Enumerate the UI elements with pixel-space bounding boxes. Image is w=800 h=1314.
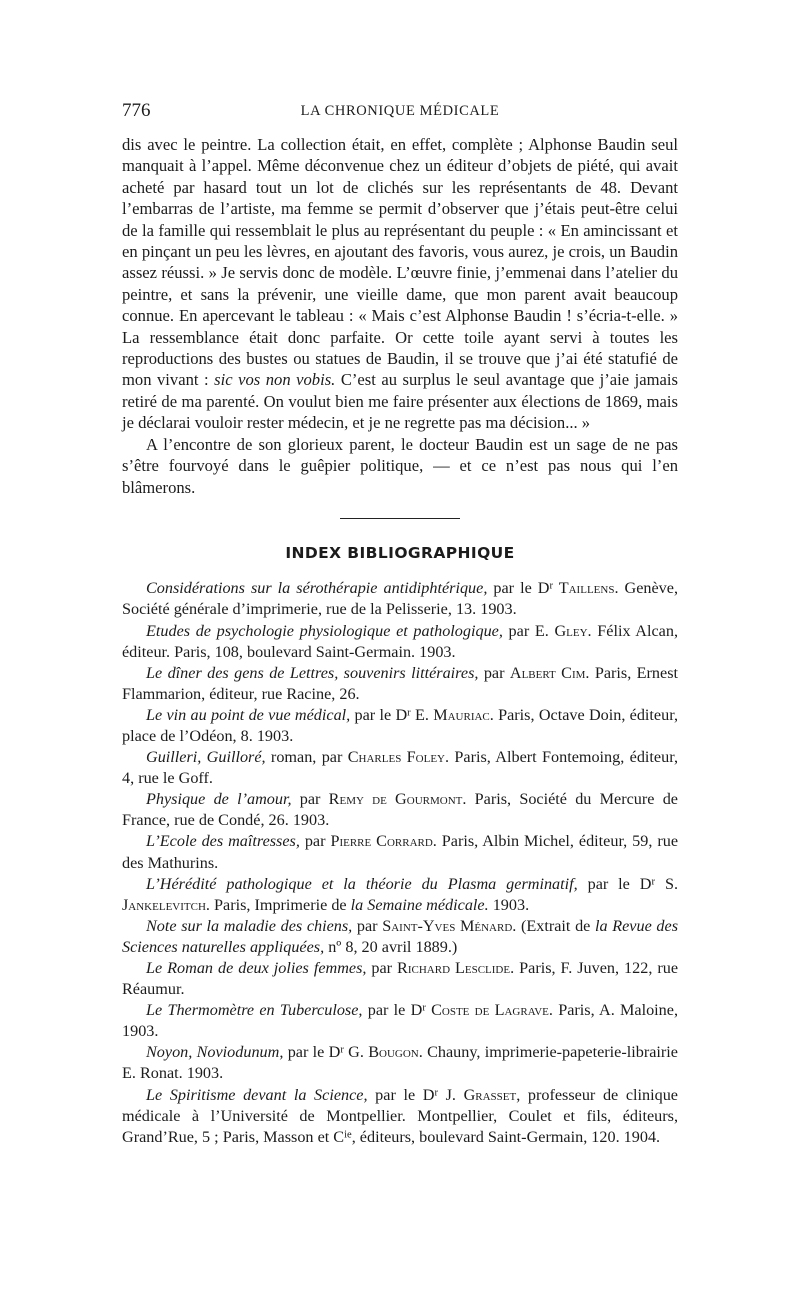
bibliography-entry: L’Ecole des maîtresses, par Pierre Corrard. Paris, Albin Michel, éditeur, 59, rue des Mathurins. (122, 832, 679, 872)
bibliography-entry: Le dîner des gens de Lettres, souvenirs littéraires, par Albert Cim. Paris, Ernest Flammarion, éditeur, rue Racine, 26. (122, 663, 679, 703)
page-number: 776 (122, 100, 151, 121)
article-text-end: C’est au surplus le seul avantage que j’aie jamais retiré de ma parenté. On voulut bien me faire présenter aux élections de 1869, mais je déclarai vouloir rester médecin, et je ne regrette pas ma décision... » (122, 370, 678, 433)
running-head: LA CHRONIQUE MÉDICALE (300, 103, 500, 119)
bibliography-entry: Note sur la maladie des chiens, par Saint-Yves Ménard. (Extrait de la Revue des Sciences naturelles appliquées, nº 8, 20 avril 1889.) (122, 916, 679, 956)
author-name: Jankelevitch. (122, 895, 210, 914)
bibliography-entry: Considérations sur la sérothérapie antidiphtérique, par le $D^r$ Taillens. Genève, Société générale d’imprimerie, rue de la Pelisserie, 13. 1903. (122, 579, 678, 619)
author-name: Gley. (554, 621, 592, 640)
author-name: Bougon. (368, 1043, 423, 1062)
author-name: Taillens. (553, 579, 619, 598)
bibliography-entry: Le vin au point de vue médical, par le $D^r$ E. Mauriac. Paris, Octave Doin, éditeur, place de l’Odéon, 8. 1903. (122, 705, 678, 745)
author-name: Charles Foley. (347, 748, 450, 767)
bibliography-entry: Physique de l’amour, par Remy de Gourmont. Paris, Société du Mercure de France, rue de Condé, 26. 1903. (122, 790, 678, 830)
author-name: Saint-Yves Ménard. (382, 916, 517, 935)
bibliography-entry: Guilleri, Guilloré, roman, par Charles Foley. Paris, Albert Fontemoing, éditeur, 4, rue le Goff. (122, 748, 678, 788)
bibliography-entry: Noyon, Noviodunum, par le $D^r$ G. Bougon. Chauny, imprimerie-papeterie-librairie E. Ronat. 1903. (122, 1043, 678, 1083)
author-name: Richard Lesclide. (397, 959, 515, 977)
page-body (122, 134, 678, 1148)
author-name: Remy de Gourmont. (328, 790, 467, 809)
bibliography-entry: Le Thermomètre en Tuberculose, par le $D^r$ Coste de Lagrave. Paris, A. Maloine, 1903. (122, 1001, 679, 1041)
bibliography-entry: Etudes de psychologie physiologique et pathologique, par E. Gley. Félix Alcan, éditeur. Paris, 108, boulevard Saint-Germain. 1903. (122, 621, 678, 661)
bibliography-entry: Le Roman de deux jolies femmes, par Richard Lesclide. Paris, F. Juven, 122, rue Réaumur. (122, 959, 679, 999)
author-name: Coste de Lagrave. (425, 1001, 553, 1020)
bibliography-entry: L’Hérédité pathologique et la théorie du Plasma germinatif, par le $D^r$ S. Jankelevitch. Paris, Imprimerie de la Semaine médicale. 1903. (122, 874, 678, 914)
index-title: INDEX BIBLIOGRAPHIQUE (285, 543, 515, 562)
author-name: Albert Cim. (509, 663, 590, 682)
article-text: dis avec le peintre. La collection était, en effet, complète ; Alphonse Baudin seul manquait à l’appel. Même déconvenue chez un éditeur d’objets de piété, qui avait acheté par hasard tout un lot de clichés sur les représentants de 48. Devant l’embarras de l’artiste, ma femme se permit d’observer que j’étais peut-être celui de la famille qui ressemblait le plus au représentant du peuple : « En amincissant et en pinçant un peu les lèvres, en ajoutant des favoris, vous aurez, je crois, un Baudin assez réussi. » Je servis donc de modèle. L’œuvre finie, j’emmenai dans l’atelier du peintre, et sans la prévenir, une vieille dame, que mon parent avait beaucoup connue. En apercevant le tableau : « Mais c’est Alphonse Baudin ! s’écria-t-elle. » La ressemblance était donc parfaite. Or cette toile ayant servi à toutes les reproductions des bustes ou statues de Baudin, il se trouve que j’ai été statufié de mon vivant : (122, 135, 678, 390)
page-header (122, 100, 678, 124)
article-paragraph-conclusion: A l’encontre de son glorieux parent, le docteur Baudin est un sage de ne pas s’être fourvoyé dans le guêpier politique, — et ce n’est pas nous qui l’en blâmerons. (122, 434, 678, 497)
section-divider (340, 518, 460, 519)
author-name: Mauriac. (433, 705, 494, 724)
article-paragraph (122, 134, 678, 434)
bibliography-entry: Le Spiritisme devant la Science, par le $D^r$ J. Grasset, professeur de clinique médicale à l’Université de Montpellier. Montpellier, Coulet et fils, éditeurs, Grand’Rue, 5 ; Paris, Masson et $C^{ie}$, éditeurs, boulevard Saint-Germain, 120. 1904. (122, 1085, 678, 1146)
bibliography-list (122, 578, 678, 1148)
latin-quote: sic vos non vobis. (214, 370, 336, 390)
author-name: Grasset, (463, 1085, 521, 1104)
author-name: Pierre Corrard. (330, 832, 437, 851)
